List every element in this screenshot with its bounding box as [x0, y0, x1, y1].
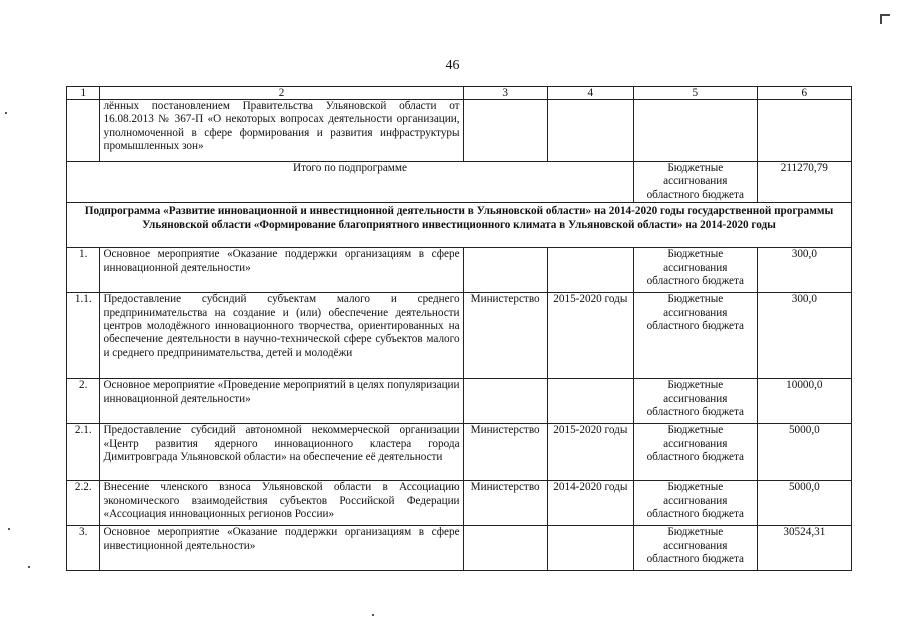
- row-executor: [463, 248, 547, 293]
- row-text: Основное мероприятие «Проведение мероприятий в целях популяризации инновационной деятельности»: [100, 379, 463, 424]
- row-period: 2014-2020 годы: [547, 481, 633, 526]
- table-row: [67, 481, 852, 526]
- empty-cell: [67, 100, 100, 162]
- section-row: [67, 203, 852, 248]
- row-amount: 300,0: [757, 248, 851, 293]
- row-executor: Министерство: [463, 481, 547, 526]
- row-source: Бюджетные ассигнования областного бюджета: [633, 293, 757, 379]
- row-period: [547, 526, 633, 571]
- program-table: [66, 86, 852, 571]
- empty-cell: [547, 100, 633, 162]
- row-text: Предоставление субсидий автономной некоммерческой организации «Центр развития ядерного инновационного кластера города Димитровграда Ульяновской области» на обеспечение её деятельности: [100, 424, 463, 481]
- section-title: Подпрограмма «Развитие инновационной и инвестиционной деятельности в Ульяновской области» на 2014-2020 годы государственной программы Ульяновской области «Формирование благоприятного инвестиционного климата в Ульяновской области» на 2014-2020 годы: [67, 203, 852, 248]
- row-executor: Министерство: [463, 293, 547, 379]
- row-amount: 5000,0: [757, 481, 851, 526]
- row-number: 3.: [67, 526, 100, 571]
- scan-speck: [28, 566, 30, 568]
- page-number: 46: [445, 58, 460, 73]
- scan-speck: [8, 528, 10, 530]
- row-text: Основное мероприятие «Оказание поддержки организациям в сфере инновационной деятельности»: [100, 248, 463, 293]
- row-number: 2.: [67, 379, 100, 424]
- scan-speck: [5, 112, 7, 114]
- row-period: 2015-2020 годы: [547, 293, 633, 379]
- row-source: Бюджетные ассигнования областного бюджета: [633, 424, 757, 481]
- row-source: Бюджетные ассигнования областного бюджета: [633, 379, 757, 424]
- row-text: Основное мероприятие «Оказание поддержки организациям в сфере инвестиционной деятельности»: [100, 526, 463, 571]
- row-source: Бюджетные ассигнования областного бюджета: [633, 248, 757, 293]
- row-text: Предоставление субсидий субъектам малого и среднего предпринимательства на создание и (или) обеспечение деятельности центров молодёжного инновационного творчества, ориентированных на обеспечение деятельности в научно-технической сфере субъектов малого и среднего предпринимательства, детей и молодёжи: [100, 293, 463, 379]
- row-executor: [463, 526, 547, 571]
- row-text: Внесение членского взноса Ульяновской области в Ассоциацию экономического взаимодействия субъектов Российской Федерации «Ассоциация инновационных регионов России»: [100, 481, 463, 526]
- column-number-row: [67, 87, 852, 100]
- column-number: 1: [67, 87, 100, 100]
- column-number: 2: [100, 87, 463, 100]
- total-row: [67, 162, 852, 203]
- table-row: [67, 293, 852, 379]
- column-number: 5: [633, 87, 757, 100]
- column-number: 4: [547, 87, 633, 100]
- column-number: 6: [757, 87, 851, 100]
- empty-cell: [757, 100, 851, 162]
- row-executor: [463, 379, 547, 424]
- total-source: Бюджетные ассигнования областного бюджета: [633, 162, 757, 203]
- row-amount: 30524,31: [757, 526, 851, 571]
- scan-corner-mark: [880, 14, 890, 24]
- row-executor: Министерство: [463, 424, 547, 481]
- empty-cell: [633, 100, 757, 162]
- row-amount: 5000,0: [757, 424, 851, 481]
- total-label: Итого по подпрограмме: [67, 162, 634, 203]
- total-amount: 211270,79: [757, 162, 851, 203]
- table-row: [67, 379, 852, 424]
- row-period: [547, 248, 633, 293]
- column-number: 3: [463, 87, 547, 100]
- row-amount: 300,0: [757, 293, 851, 379]
- row-number: 1.: [67, 248, 100, 293]
- row-amount: 10000,0: [757, 379, 851, 424]
- continuation-text: лённых постановлением Правительства Ульяновской области от 16.08.2013 № 367-П «О некоторых вопросах деятельности организации, уполномоченной в сфере формирования и развития инфраструктуры промышленных зон»: [100, 100, 463, 162]
- row-number: 1.1.: [67, 293, 100, 379]
- row-number: 2.2.: [67, 481, 100, 526]
- row-period: [547, 379, 633, 424]
- table-row: [67, 424, 852, 481]
- row-number: 2.1.: [67, 424, 100, 481]
- row-period: 2015-2020 годы: [547, 424, 633, 481]
- table-row: [67, 526, 852, 571]
- empty-cell: [463, 100, 547, 162]
- continuation-row: [67, 100, 852, 162]
- scan-speck: [372, 614, 374, 616]
- table-row: [67, 248, 852, 293]
- row-source: Бюджетные ассигнования областного бюджета: [633, 526, 757, 571]
- row-source: Бюджетные ассигнования областного бюджета: [633, 481, 757, 526]
